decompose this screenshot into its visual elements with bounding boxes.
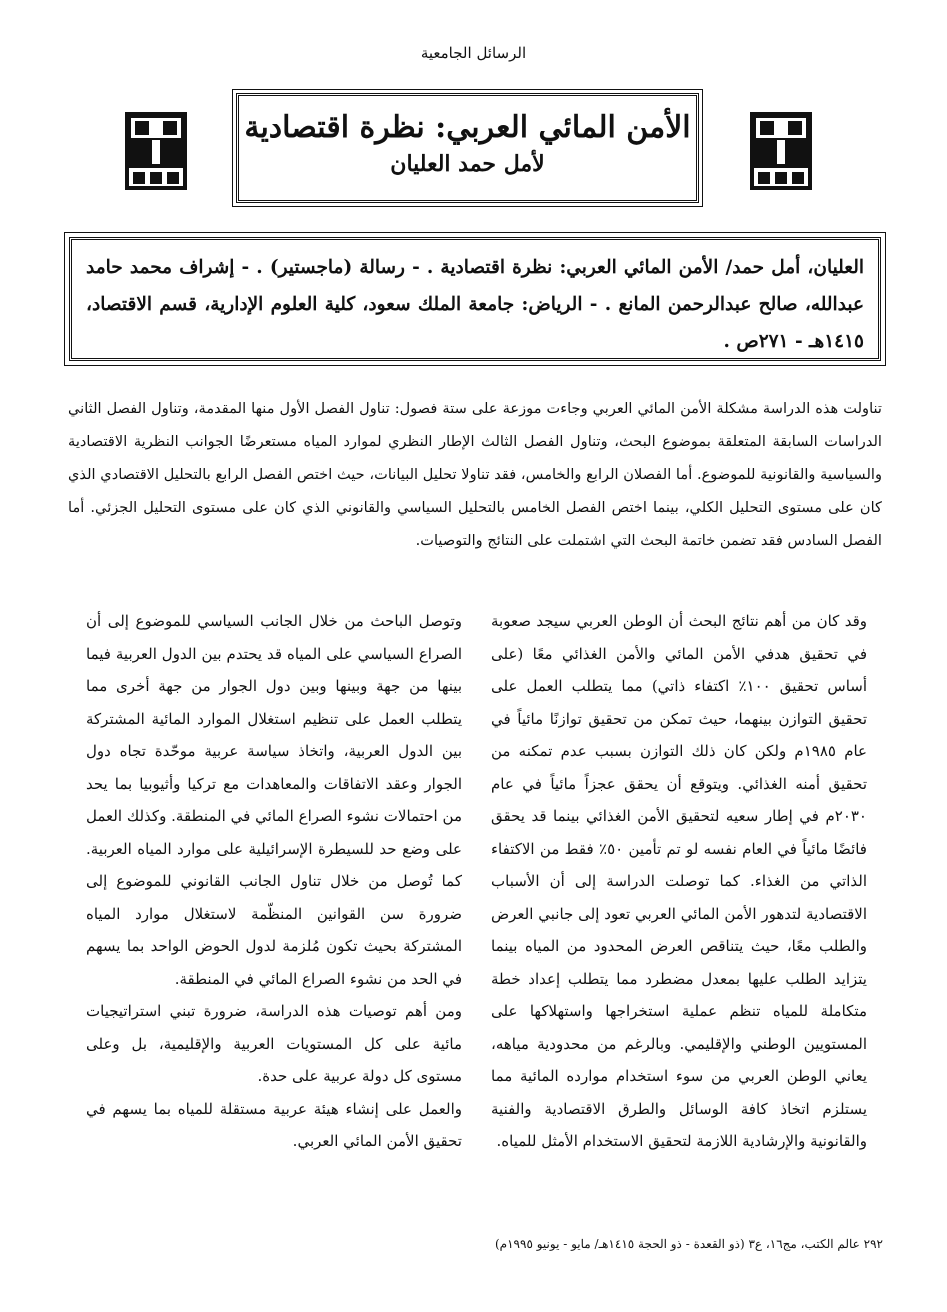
page-footer: ٢٩٢ عالم الكتب، مج١٦، ع٣ (ذو القعدة - ذو الحجة ١٤١٥هـ/ مايو - يونيو ١٩٩٥م) <box>494 1237 883 1251</box>
recommendations-paragraph: ومن أهم توصيات هذه الدراسة، ضرورة تبني استراتيجيات مائية على كل المستويات العربية والإقليمية، بل وعلى مستوى كل دولة عربية على حدة. <box>86 1002 462 1085</box>
political-legal-paragraph: وتوصل الباحث من خلال الجانب السياسي للموضوع إلى أن الصراع السياسي على المياه قد يحتدم بين الدول العربية فيما بينها من جهة وبينها وبين دول الجوار من جهة أخرى مما يتطلب العمل على تنظيم استغلال الموارد المائية المشتركة بين الدول العربية، واتخاذ سياسة عربية موحّدة تجاه دول الجوار وعقد الاتفاقات والمعاهدات مع تركيا وأثيوبيا بما يحد من احتمالات نشوء الصراع المائي في المنطقة. وكذلك العمل على وضع حد للسيطرة الإسرائيلية على موارد المياه العربية. كما تُوصل من خلال تناول الجانب القانوني للموضوع إلى ضرورة سن القوانين المنظّمة لاستغلال موارد المياه المشتركة بحيث تكون مُلزمة لدول الحوض الواحد بما يسهم في الحد من نشوء الصراع المائي في المنطقة. <box>86 612 462 988</box>
column-left <box>86 605 462 1158</box>
thesis-author: لأمل حمد العليان <box>390 151 545 177</box>
recommendation-body-paragraph: والعمل على إنشاء هيئة عربية مستقلة للمياه بما يسهم في تحقيق الأمن المائي العربي. <box>86 1099 462 1150</box>
results-paragraph: وقد كان من أهم نتائج البحث أن الوطن العربي سيجد صعوبة في تحقيق هدفي الأمن المائي والأمن الغذائي معًا (على أساس تحقيق ١٠٠٪ اكتفاء ذاتي) مما يتطلب العمل على تحقيق التوازن بينهما، حيث تمكن من تحقيق توازنًا مائياً في عام ١٩٨٥م ولكن كان ذلك التوازن بسبب عدم تمكنه من تحقيق أمنه الغذائي. ويتوقع أن يحقق عجزاً مائياً في عام ٢٠٣٠م في إطار سعيه لتحقيق الأمن الغذائي بينما قد يحقق فائضًا مائياً في العام نفسه لو تم تأمين ٥٠٪ فقط من الاكتفاء الذاتي من الغذاء. كما توصلت الدراسة إلى أن الأسباب الاقتصادية لتدهور الأمن المائي العربي تعود إلى جانبي العرض والطلب معًا، حيث يتناقص العرض المحدود من المياه بينما يتزايد الطلب عليها بمعدل مضطرد مما يتطلب إعداد خطة متكاملة للمياه تنظم عملية استخراجها واستهلاكها على المستويين الوطني والإقليمي. وبالرغم من محدودية مياهه، يعاني الوطن العربي من سوء استخدام موارده المائية مما يستلزم اتخاذ كافة الوسائل والطرق الاقتصادية والفنية والقانونية والإرشادية اللازمة لتحقيق الاستخدام الأمثل للمياه. <box>491 612 867 1150</box>
thesis-title: الأمن المائي العربي: نظرة اقتصادية <box>244 110 691 145</box>
intro-paragraph: تناولت هذه الدراسة مشكلة الأمن المائي العربي وجاءت موزعة على ستة فصول: تناول الفصل الأول منها المقدمة، وتناول الفصل الثاني الدراسات السابقة المتعلقة بموضوع البحث، وتناول الفصل الثالث الإطار النظري لموارد المياه مستعرضًا الجوانب النظرية الاقتصادية والسياسية والقانونية للموضوع. أما الفصلان الرابع والخامس، فقد تناولا تحليل البيانات، حيث اختص الفصل الرابع بالتحليل الاقتصادي الذي كان على مستوى التحليل الكلي، بينما اختص الفصل الخامس بالتحليل السياسي والقانوني الذي كان على مستوى التحليل الجزئي. أما الفصل السادس فقد تضمن خاتمة البحث التي اشتملت على النتائج والتوصيات. <box>68 400 882 549</box>
section-heading: الرسائل الجامعية <box>420 44 527 62</box>
title-box <box>236 93 699 203</box>
citation-box <box>69 237 881 361</box>
citation-text: العليان، أمل حمد/ الأمن المائي العربي: نظرة اقتصادية . - رسالة (ماجستير) . - إشراف محمد حامد عبدالله، صالح عبدالرحمن المانع . - الرياض: جامعة الملك سعود، كلية العلوم الإدارية، قسم الاقتصاد، ١٤١٥هـ - ٢٧١ص . <box>86 257 864 352</box>
emblem-left-icon <box>125 112 187 190</box>
column-right <box>491 605 867 1158</box>
emblem-right-icon <box>750 112 812 190</box>
